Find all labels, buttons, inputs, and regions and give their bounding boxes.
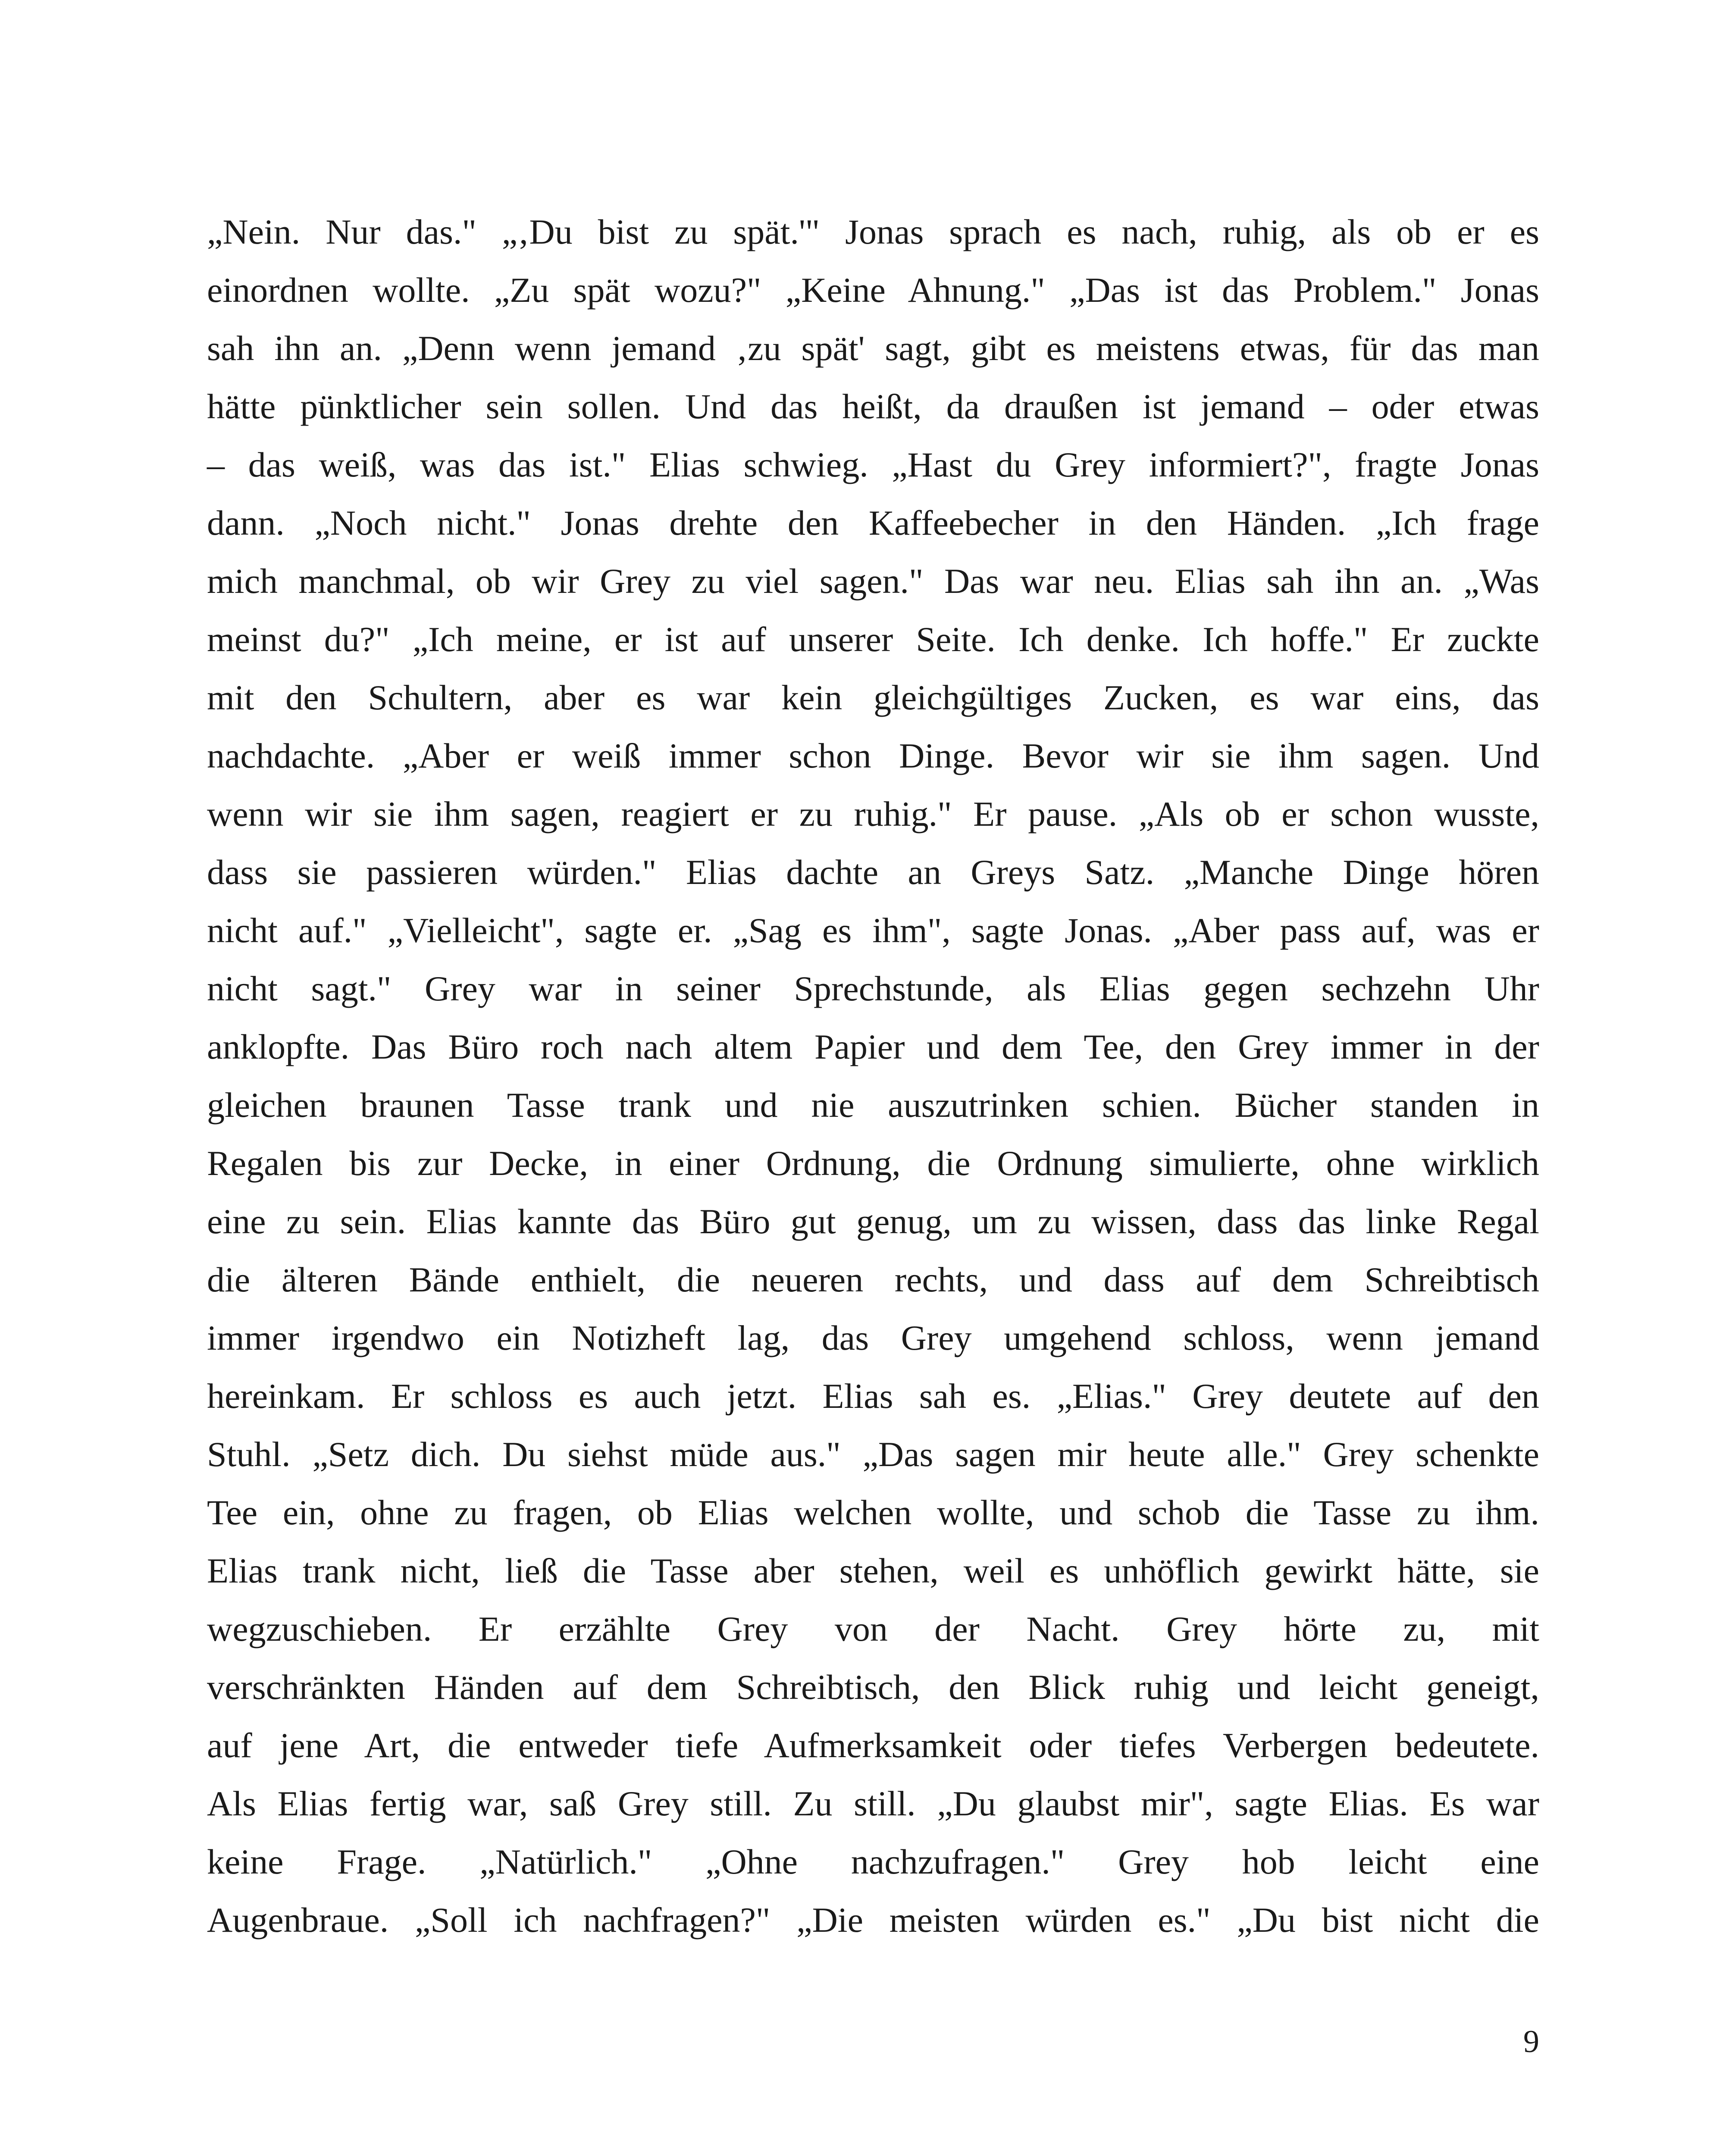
text-line: hätte pünktlicher sein sollen. Und das heißt, da draußen ist jemand – oder etwas [207,387,1539,426]
text-line: wenn wir sie ihm sagen, reagiert er zu ruhig." Er pause. „Als ob er schon wusste, [207,794,1539,834]
text-line: dass sie passieren würden." Elias dachte an Greys Satz. „Manche Dinge hören [207,852,1539,892]
text-line: die älteren Bände enthielt, die neueren rechts, und dass auf dem Schreibtisch [207,1260,1539,1299]
body-text [207,203,1539,1949]
text-line: eine zu sein. Elias kannte das Büro gut genug, um zu wissen, dass das linke Regal [207,1202,1539,1241]
text-line: anklopfte. Das Büro roch nach altem Papier und dem Tee, den Grey immer in der [207,1027,1539,1066]
text-line: einordnen wollte. „Zu spät wozu?" „Keine Ahnung." „Das ist das Problem." Jonas [207,270,1539,310]
text-line: Als Elias fertig war, saß Grey still. Zu still. „Du glaubst mir", sagte Elias. Es war [207,1784,1539,1823]
text-line: mich manchmal, ob wir Grey zu viel sagen." Das war neu. Elias sah ihn an. „Was [207,561,1539,601]
text-line: hereinkam. Er schloss es auch jetzt. Elias sah es. „Elias." Grey deutete auf den [207,1376,1539,1416]
text-line: gleichen braunen Tasse trank und nie auszutrinken schien. Bücher standen in [207,1085,1539,1125]
page-number: 9 [1523,2024,1539,2059]
text-line: wegzuschieben. Er erzählte Grey von der Nacht. Grey hörte zu, mit [207,1609,1539,1648]
text-line: Regalen bis zur Decke, in einer Ordnung, die Ordnung simulierte, ohne wirklich [207,1144,1539,1183]
text-line: sah ihn an. „Denn wenn jemand ‚zu spät' sagt, gibt es meistens etwas, für das man [207,329,1539,368]
text-line: nicht sagt." Grey war in seiner Sprechstunde, als Elias gegen sechzehn Uhr [207,969,1539,1008]
text-line: immer irgendwo ein Notizheft lag, das Grey umgehend schloss, wenn jemand [207,1318,1539,1357]
text-line: keine Frage. „Natürlich." „Ohne nachzufragen." Grey hob leicht eine [207,1842,1539,1881]
text-line: nicht auf." „Vielleicht", sagte er. „Sag es ihm", sagte Jonas. „Aber pass auf, was er [207,911,1539,950]
text-line: nachdachte. „Aber er weiß immer schon Dinge. Bevor wir sie ihm sagen. Und [207,736,1539,775]
text-line: Augenbraue. „Soll ich nachfragen?" „Die meisten würden es." „Du bist nicht die [207,1900,1539,1940]
text-line: meinst du?" „Ich meine, er ist auf unserer Seite. Ich denke. Ich hoffe." Er zuckte [207,620,1539,659]
text-line: dann. „Noch nicht." Jonas drehte den Kaffeebecher in den Händen. „Ich frage [207,503,1539,542]
text-line: „Nein. Nur das." „‚Du bist zu spät.'" Jonas sprach es nach, ruhig, als ob er es [207,212,1539,251]
text-line: Stuhl. „Setz dich. Du siehst müde aus." „Das sagen mir heute alle." Grey schenkte [207,1435,1539,1474]
text-line: auf jene Art, die entweder tiefe Aufmerksamkeit oder tiefes Verbergen bedeutete. [207,1726,1539,1765]
text-line: verschränkten Händen auf dem Schreibtisch, den Blick ruhig und leicht geneigt, [207,1667,1539,1707]
text-line: Tee ein, ohne zu fragen, ob Elias welchen wollte, und schob die Tasse zu ihm. [207,1493,1539,1532]
text-line: Elias trank nicht, ließ die Tasse aber stehen, weil es unhöflich gewirkt hätte, sie [207,1551,1539,1590]
text-line: – das weiß, was das ist." Elias schwieg. „Hast du Grey informiert?", fragte Jonas [207,445,1539,484]
text-line: mit den Schultern, aber es war kein gleichgültiges Zucken, es war eins, das [207,678,1539,717]
